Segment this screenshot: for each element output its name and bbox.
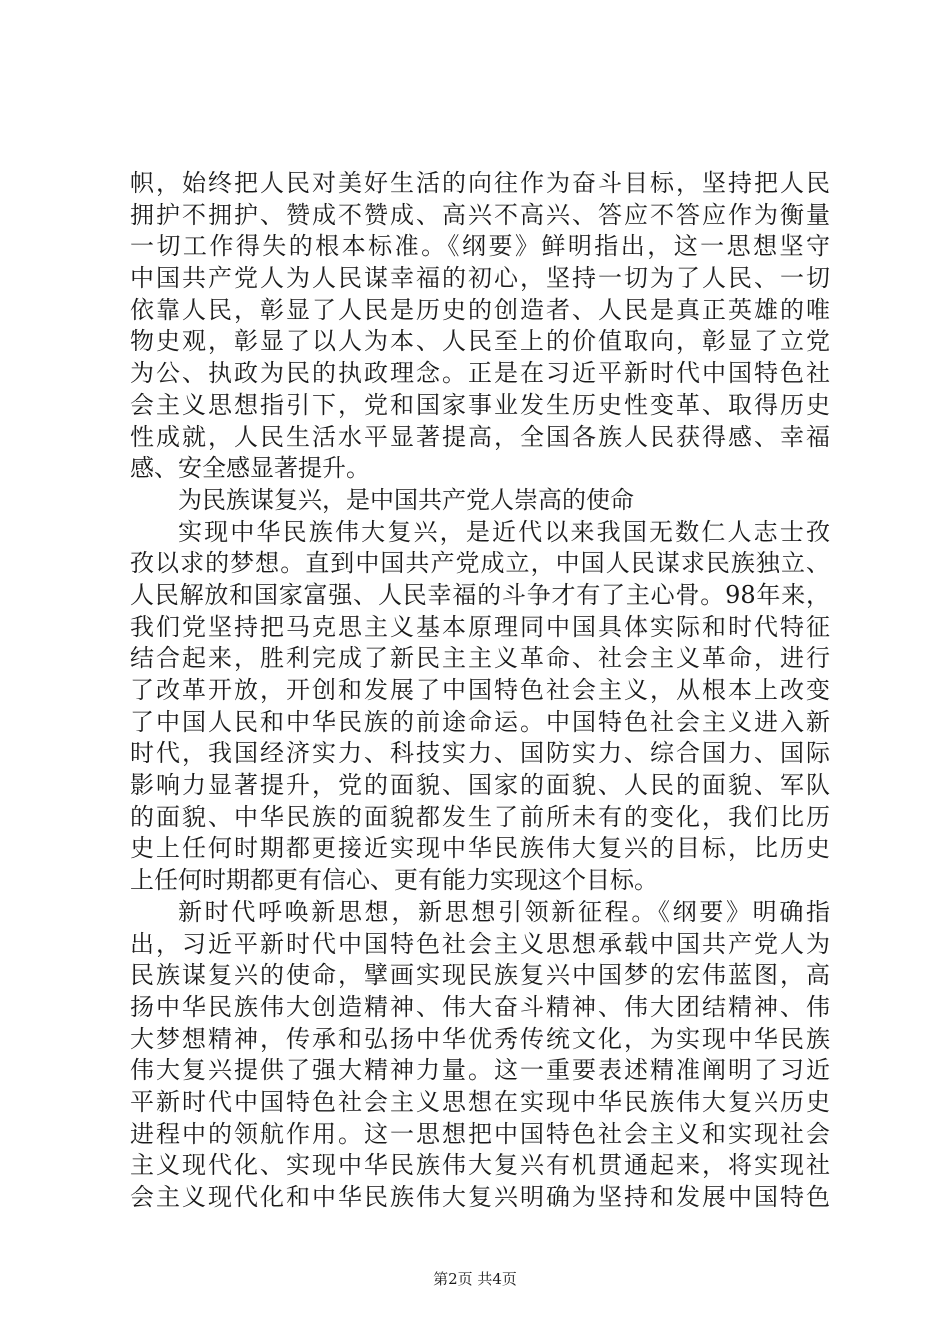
body-text <box>130 168 830 1214</box>
text-line: 依靠人民，彰显了人民是历史的创造者、人民是真正英雄的唯 <box>130 295 830 324</box>
text-line: 民族谋复兴的使命，擘画实现民族复兴中国梦的宏伟蓝图，高 <box>130 961 830 990</box>
text-line: 新时代呼唤新思想，新思想引领新征程。《纲要》明确指 <box>178 897 830 926</box>
text-line: 物史观，彰显了以人为本、人民至上的价值取向，彰显了立党 <box>130 327 830 356</box>
text-line: 会主义现代化和中华民族伟大复兴明确为坚持和发展中国特色 <box>130 1183 830 1211</box>
text-line: 人民解放和国家富强、人民幸福的斗争才有了主心骨。98年来， <box>130 580 830 609</box>
text-line: 上任何时期都更有信心、更有能力实现这个目标。 <box>130 866 658 895</box>
text-line: 拥护不拥护、赞成不赞成、高兴不高兴、答应不答应作为衡量 <box>130 200 830 229</box>
text-line: 平新时代中国特色社会主义思想在实现中华民族伟大复兴历史 <box>130 1087 830 1116</box>
text-line: 时代，我国经济实力、科技实力、国防实力、综合国力、国际 <box>130 739 830 768</box>
text-line: 中国共产党人为人民谋幸福的初心，坚持一切为了人民、一切 <box>130 264 830 293</box>
text-line: 伟大复兴提供了强大精神力量。这一重要表述精准阐明了习近 <box>130 1056 830 1085</box>
text-line: 性成就，人民生活水平显著提高，全国各族人民获得感、幸福 <box>130 422 830 451</box>
text-line: 主义现代化、实现中华民族伟大复兴有机贯通起来，将实现社 <box>130 1151 830 1180</box>
text-line: 史上任何时期都更接近实现中华民族伟大复兴的目标，比历史 <box>130 834 830 863</box>
text-line: 出，习近平新时代中国特色社会主义思想承载中国共产党人为 <box>130 929 830 958</box>
text-line: 了中国人民和中华民族的前途命运。中国特色社会主义进入新 <box>130 707 830 736</box>
section-heading: 为民族谋复兴，是中国共产党人崇高的使命 <box>178 485 634 514</box>
text-line: 进程中的领航作用。这一思想把中国特色社会主义和实现社会 <box>130 1119 830 1148</box>
text-line: 的面貌、中华民族的面貌都发生了前所未有的变化，我们比历 <box>130 802 830 831</box>
text-line: 影响力显著提升，党的面貌、国家的面貌、人民的面貌、军队 <box>130 771 830 800</box>
text-line: 为公、执政为民的执政理念。正是在习近平新时代中国特色社 <box>130 359 830 388</box>
text-line: 了改革开放，开创和发展了中国特色社会主义，从根本上改变 <box>130 676 830 704</box>
text-line: 会主义思想指引下，党和国家事业发生历史性变革、取得历史 <box>130 390 830 419</box>
text-line: 感、安全感显著提升。 <box>130 454 370 483</box>
text-line: 一切工作得失的根本标准。《纲要》鲜明指出，这一思想坚守 <box>130 232 830 261</box>
text-line: 大梦想精神，传承和弘扬中华优秀传统文化，为实现中华民族 <box>130 1024 830 1053</box>
text-line: 结合起来，胜利完成了新民主主义革命、社会主义革命，进行 <box>130 644 830 673</box>
text-line: 扬中华民族伟大创造精神、伟大奋斗精神、伟大团结精神、伟 <box>130 992 830 1021</box>
text-line: 我们党坚持把马克思主义基本原理同中国具体实际和时代特征 <box>130 612 830 641</box>
page-number: 第2页 共4页 <box>433 1270 517 1288</box>
text-line: 孜以求的梦想。直到中国共产党成立，中国人民谋求民族独立、 <box>130 549 830 578</box>
text-line: 帜，始终把人民对美好生活的向往作为奋斗目标，坚持把人民 <box>130 169 830 197</box>
text-line: 实现中华民族伟大复兴，是近代以来我国无数仁人志士孜 <box>178 517 830 546</box>
